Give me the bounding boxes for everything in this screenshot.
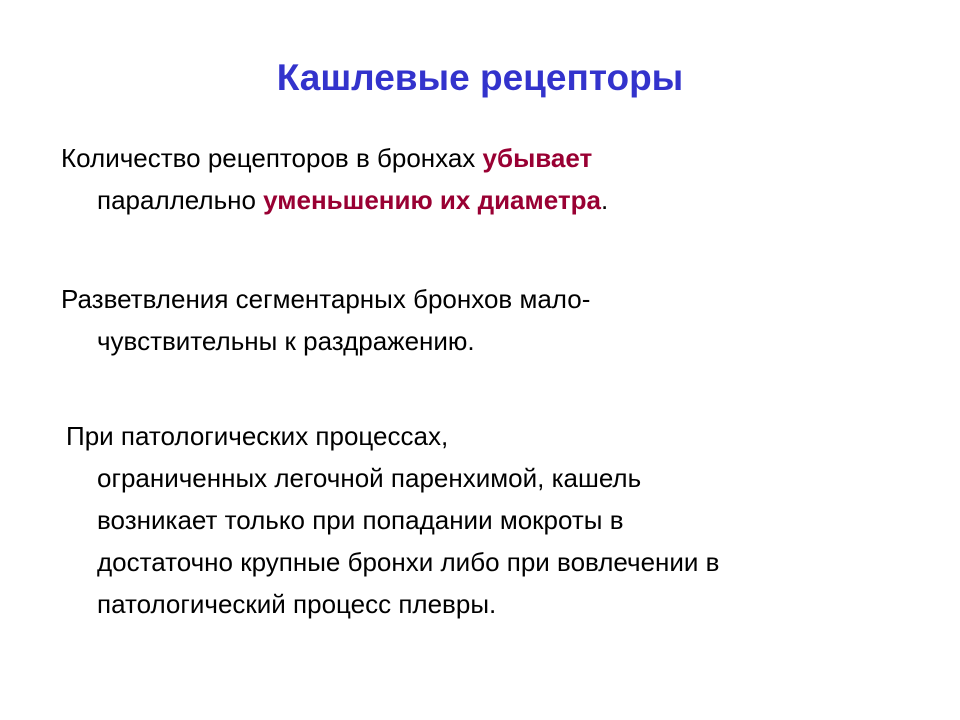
paragraph-pathological-processes	[61, 415, 719, 625]
paragraph-line	[61, 137, 608, 179]
paragraph-line: ограниченных легочной паренхимой, кашель	[97, 463, 642, 493]
paragraph-line	[61, 179, 608, 221]
paragraph-line: При патологических процессах,	[66, 421, 449, 451]
highlight-diameter: уменьшению их диаметра	[263, 185, 601, 215]
text-segment: параллельно	[97, 185, 264, 215]
paragraph-receptor-count	[61, 137, 608, 221]
paragraph-line: возникает только при попадании мокроты в	[97, 505, 624, 535]
text-segment: .	[600, 185, 609, 215]
paragraph-segmental-bronchi	[61, 278, 590, 362]
paragraph-line: чувствительны к раздражению.	[97, 326, 475, 356]
paragraph-line: Разветвления сегментарных бронхов мало-	[61, 284, 591, 314]
paragraph-line: достаточно крупные бронхи либо при вовлечении в	[97, 547, 720, 577]
text-segment: Количество рецепторов в бронхах	[61, 143, 483, 173]
paragraph-line: патологический процесс плевры.	[97, 589, 497, 619]
highlight-decreases: убывает	[482, 143, 593, 173]
slide-title: Кашлевые рецепторы	[276, 57, 684, 98]
